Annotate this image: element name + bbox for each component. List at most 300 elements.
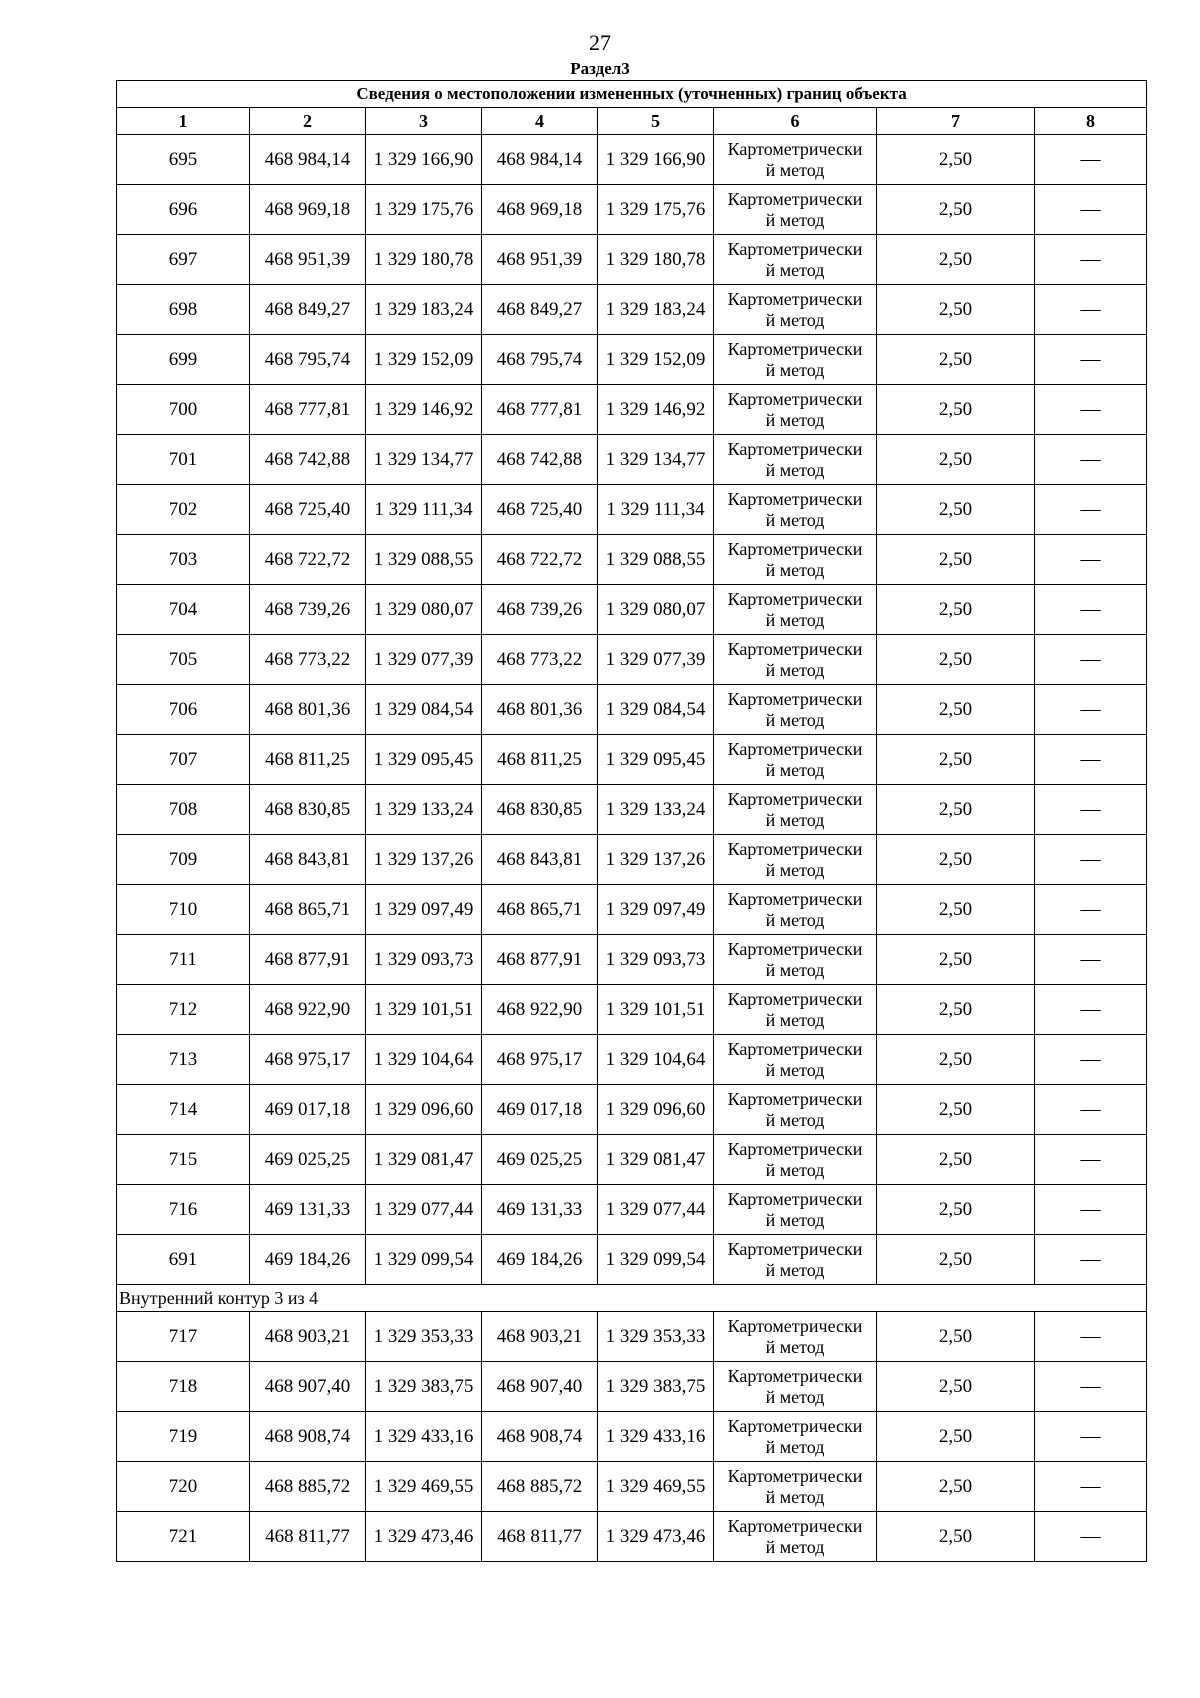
- cell-cell-y: 1 329 097,49: [366, 885, 482, 935]
- cell-cell-x: 468 722,72: [250, 535, 366, 585]
- cell-cell-x: 468 975,17: [482, 1035, 598, 1085]
- cell-dash: —: [1035, 1085, 1147, 1135]
- cell-cell-x: 468 811,77: [250, 1512, 366, 1562]
- column-number: 5: [598, 108, 714, 135]
- table-row: [117, 385, 1147, 435]
- cell-cell-y: 1 329 383,75: [366, 1362, 482, 1412]
- cell-method: [714, 385, 877, 435]
- cell-method: [714, 1512, 877, 1562]
- cell-cell-x: 468 830,85: [250, 785, 366, 835]
- cell-cell-x: 468 984,14: [482, 135, 598, 185]
- method-line-2: й метод: [765, 809, 825, 830]
- cell-cell-x: 468 722,72: [482, 535, 598, 585]
- cell-cell-x: 469 025,25: [250, 1135, 366, 1185]
- table-row: [117, 1362, 1147, 1412]
- cell-accuracy: 2,50: [877, 1462, 1035, 1512]
- cell-dash: —: [1035, 185, 1147, 235]
- cell-cell-x: 468 742,88: [250, 435, 366, 485]
- cell-method: [714, 185, 877, 235]
- cell-point-number: 706: [117, 685, 250, 735]
- table-row: [117, 1085, 1147, 1135]
- cell-cell-y: 1 329 093,73: [598, 935, 714, 985]
- cell-cell-x: 469 184,26: [482, 1235, 598, 1285]
- cell-cell-y: 1 329 469,55: [598, 1462, 714, 1512]
- cell-method: [714, 835, 877, 885]
- table-row: [117, 1462, 1147, 1512]
- cell-cell-y: 1 329 433,16: [366, 1412, 482, 1462]
- cell-accuracy: 2,50: [877, 1362, 1035, 1412]
- cell-cell-y: 1 329 104,64: [598, 1035, 714, 1085]
- cell-cell-x: 468 865,71: [482, 885, 598, 935]
- cell-point-number: 718: [117, 1362, 250, 1412]
- method-line-2: й метод: [765, 559, 825, 580]
- cell-point-number: 691: [117, 1235, 250, 1285]
- cell-cell-x: 468 739,26: [482, 585, 598, 635]
- column-number: 7: [877, 108, 1035, 135]
- cell-cell-x: 468 885,72: [250, 1462, 366, 1512]
- cell-dash: —: [1035, 935, 1147, 985]
- method-line-1: Картометрически: [727, 588, 863, 609]
- cell-cell-y: 1 329 180,78: [366, 235, 482, 285]
- cell-cell-y: 1 329 081,47: [366, 1135, 482, 1185]
- cell-method: [714, 935, 877, 985]
- method-line-1: Картометрически: [727, 238, 863, 259]
- cell-accuracy: 2,50: [877, 1035, 1035, 1085]
- cell-cell-x: 468 951,39: [250, 235, 366, 285]
- cell-cell-y: 1 329 101,51: [366, 985, 482, 1035]
- cell-accuracy: 2,50: [877, 1185, 1035, 1235]
- table-row: [117, 485, 1147, 535]
- cell-method: [714, 635, 877, 685]
- cell-method: [714, 235, 877, 285]
- cell-cell-y: 1 329 084,54: [598, 685, 714, 735]
- table-row: [117, 835, 1147, 885]
- method-line-1: Картометрически: [727, 1365, 863, 1386]
- table-row: [117, 685, 1147, 735]
- method-line-1: Картометрически: [727, 288, 863, 309]
- cell-cell-y: 1 329 104,64: [366, 1035, 482, 1085]
- method-line-1: Картометрически: [727, 838, 863, 859]
- cell-accuracy: 2,50: [877, 635, 1035, 685]
- cell-point-number: 704: [117, 585, 250, 635]
- method-line-2: й метод: [765, 659, 825, 680]
- cell-point-number: 701: [117, 435, 250, 485]
- cell-point-number: 708: [117, 785, 250, 835]
- cell-point-number: 709: [117, 835, 250, 885]
- cell-point-number: 697: [117, 235, 250, 285]
- cell-method: [714, 685, 877, 735]
- cell-cell-x: 468 908,74: [250, 1412, 366, 1462]
- method-line-1: Картометрически: [727, 788, 863, 809]
- cell-dash: —: [1035, 135, 1147, 185]
- cell-method: [714, 135, 877, 185]
- method-line-1: Картометрически: [727, 138, 863, 159]
- cell-cell-x: 469 184,26: [250, 1235, 366, 1285]
- cell-cell-y: 1 329 183,24: [598, 285, 714, 335]
- cell-point-number: 721: [117, 1512, 250, 1562]
- cell-cell-y: 1 329 152,09: [598, 335, 714, 385]
- method-line-2: й метод: [765, 1059, 825, 1080]
- column-number: 4: [482, 108, 598, 135]
- cell-cell-y: 1 329 134,77: [366, 435, 482, 485]
- cell-cell-x: 468 773,22: [482, 635, 598, 685]
- cell-cell-x: 468 843,81: [250, 835, 366, 885]
- cell-cell-x: 468 907,40: [250, 1362, 366, 1412]
- method-line-2: й метод: [765, 859, 825, 880]
- cell-cell-y: 1 329 146,92: [366, 385, 482, 435]
- table-row: [117, 1135, 1147, 1185]
- cell-accuracy: 2,50: [877, 585, 1035, 635]
- cell-accuracy: 2,50: [877, 285, 1035, 335]
- cell-method: [714, 985, 877, 1035]
- cell-cell-y: 1 329 473,46: [598, 1512, 714, 1562]
- cell-accuracy: 2,50: [877, 435, 1035, 485]
- cell-cell-y: 1 329 146,92: [598, 385, 714, 435]
- method-line-2: й метод: [765, 1259, 825, 1280]
- cell-cell-x: 468 969,18: [482, 185, 598, 235]
- cell-cell-y: 1 329 097,49: [598, 885, 714, 935]
- cell-method: [714, 1035, 877, 1085]
- method-line-1: Картометрически: [727, 388, 863, 409]
- cell-cell-y: 1 329 077,44: [598, 1185, 714, 1235]
- table-row: [117, 185, 1147, 235]
- cell-accuracy: 2,50: [877, 1235, 1035, 1285]
- cell-method: [714, 1462, 877, 1512]
- cell-accuracy: 2,50: [877, 1512, 1035, 1562]
- table-row: [117, 335, 1147, 385]
- cell-accuracy: 2,50: [877, 835, 1035, 885]
- cell-cell-y: 1 329 166,90: [598, 135, 714, 185]
- cell-cell-y: 1 329 080,07: [598, 585, 714, 635]
- cell-point-number: 705: [117, 635, 250, 685]
- cell-accuracy: 2,50: [877, 1135, 1035, 1185]
- method-line-1: Картометрически: [727, 938, 863, 959]
- method-line-1: Картометрически: [727, 988, 863, 1009]
- method-line-1: Картометрически: [727, 1188, 863, 1209]
- cell-dash: —: [1035, 535, 1147, 585]
- cell-accuracy: 2,50: [877, 235, 1035, 285]
- method-line-2: й метод: [765, 909, 825, 930]
- cell-cell-y: 1 329 096,60: [366, 1085, 482, 1135]
- cell-cell-x: 468 907,40: [482, 1362, 598, 1412]
- column-number-row: [117, 108, 1147, 135]
- cell-dash: —: [1035, 1235, 1147, 1285]
- cell-method: [714, 435, 877, 485]
- cell-cell-x: 468 877,91: [250, 935, 366, 985]
- cell-accuracy: 2,50: [877, 535, 1035, 585]
- cell-cell-x: 468 777,81: [250, 385, 366, 435]
- cell-cell-x: 468 969,18: [250, 185, 366, 235]
- method-line-2: й метод: [765, 1436, 825, 1457]
- method-line-2: й метод: [765, 709, 825, 730]
- cell-dash: —: [1035, 285, 1147, 335]
- cell-cell-x: 469 025,25: [482, 1135, 598, 1185]
- cell-point-number: 702: [117, 485, 250, 535]
- cell-cell-x: 468 830,85: [482, 785, 598, 835]
- cell-accuracy: 2,50: [877, 185, 1035, 235]
- method-line-1: Картометрически: [727, 1088, 863, 1109]
- method-line-2: й метод: [765, 1209, 825, 1230]
- cell-accuracy: 2,50: [877, 1312, 1035, 1362]
- table-row: [117, 935, 1147, 985]
- method-line-2: й метод: [765, 1336, 825, 1357]
- cell-cell-y: 1 329 088,55: [598, 535, 714, 585]
- cell-cell-y: 1 329 473,46: [366, 1512, 482, 1562]
- table-row: [117, 1235, 1147, 1285]
- cell-cell-x: 468 725,40: [482, 485, 598, 535]
- boundary-coordinates-table: [116, 80, 1147, 1562]
- cell-point-number: 695: [117, 135, 250, 185]
- table-row: [117, 635, 1147, 685]
- method-line-2: й метод: [765, 1009, 825, 1030]
- cell-point-number: 711: [117, 935, 250, 985]
- cell-cell-y: 1 329 077,39: [366, 635, 482, 685]
- cell-cell-x: 468 811,25: [250, 735, 366, 785]
- cell-cell-x: 468 975,17: [250, 1035, 366, 1085]
- column-number: 6: [714, 108, 877, 135]
- cell-dash: —: [1035, 485, 1147, 535]
- method-line-2: й метод: [765, 509, 825, 530]
- method-line-2: й метод: [765, 309, 825, 330]
- cell-cell-x: 468 795,74: [482, 335, 598, 385]
- method-line-2: й метод: [765, 359, 825, 380]
- cell-cell-x: 468 922,90: [482, 985, 598, 1035]
- method-line-2: й метод: [765, 409, 825, 430]
- cell-accuracy: 2,50: [877, 785, 1035, 835]
- method-line-1: Картометрически: [727, 1038, 863, 1059]
- cell-cell-y: 1 329 180,78: [598, 235, 714, 285]
- cell-dash: —: [1035, 1035, 1147, 1085]
- table-row: [117, 785, 1147, 835]
- cell-method: [714, 1135, 877, 1185]
- method-line-2: й метод: [765, 459, 825, 480]
- method-line-2: й метод: [765, 759, 825, 780]
- cell-cell-x: 468 951,39: [482, 235, 598, 285]
- method-line-2: й метод: [765, 1109, 825, 1130]
- cell-cell-x: 468 903,21: [482, 1312, 598, 1362]
- cell-cell-y: 1 329 101,51: [598, 985, 714, 1035]
- cell-dash: —: [1035, 435, 1147, 485]
- cell-dash: —: [1035, 685, 1147, 735]
- cell-dash: —: [1035, 1512, 1147, 1562]
- cell-method: [714, 1185, 877, 1235]
- cell-cell-x: 469 131,33: [250, 1185, 366, 1235]
- table-row: [117, 535, 1147, 585]
- table-row: [117, 1512, 1147, 1562]
- cell-method: [714, 1235, 877, 1285]
- cell-accuracy: 2,50: [877, 485, 1035, 535]
- cell-accuracy: 2,50: [877, 735, 1035, 785]
- cell-dash: —: [1035, 885, 1147, 935]
- column-number: 2: [250, 108, 366, 135]
- cell-cell-x: 468 801,36: [482, 685, 598, 735]
- cell-cell-y: 1 329 095,45: [366, 735, 482, 785]
- cell-point-number: 696: [117, 185, 250, 235]
- cell-cell-y: 1 329 353,33: [598, 1312, 714, 1362]
- cell-dash: —: [1035, 635, 1147, 685]
- cell-accuracy: 2,50: [877, 885, 1035, 935]
- cell-cell-y: 1 329 166,90: [366, 135, 482, 185]
- cell-dash: —: [1035, 585, 1147, 635]
- cell-accuracy: 2,50: [877, 135, 1035, 185]
- cell-dash: —: [1035, 985, 1147, 1035]
- method-line-1: Картометрически: [727, 1515, 863, 1536]
- table-row: [117, 735, 1147, 785]
- cell-cell-x: 468 773,22: [250, 635, 366, 685]
- cell-point-number: 707: [117, 735, 250, 785]
- table-row: [117, 1035, 1147, 1085]
- cell-point-number: 703: [117, 535, 250, 585]
- cell-point-number: 713: [117, 1035, 250, 1085]
- cell-cell-y: 1 329 175,76: [598, 185, 714, 235]
- cell-dash: —: [1035, 1135, 1147, 1185]
- column-number: 3: [366, 108, 482, 135]
- table-row: [117, 1312, 1147, 1362]
- cell-dash: —: [1035, 1362, 1147, 1412]
- cell-cell-y: 1 329 099,54: [598, 1235, 714, 1285]
- cell-cell-y: 1 329 133,24: [598, 785, 714, 835]
- contour-label: Внутренний контур 3 из 4: [117, 1285, 1147, 1312]
- cell-method: [714, 585, 877, 635]
- table-row: [117, 585, 1147, 635]
- cell-accuracy: 2,50: [877, 935, 1035, 985]
- table-row: [117, 435, 1147, 485]
- table-caption: Сведения о местоположении измененных (уточненных) границ объекта: [117, 81, 1147, 108]
- section-label: Раздел3: [570, 59, 630, 78]
- cell-cell-y: 1 329 137,26: [366, 835, 482, 885]
- method-line-1: Картометрически: [727, 488, 863, 509]
- method-line-2: й метод: [765, 159, 825, 180]
- cell-cell-x: 468 811,77: [482, 1512, 598, 1562]
- cell-dash: —: [1035, 1185, 1147, 1235]
- method-line-1: Картометрически: [727, 688, 863, 709]
- cell-cell-x: 468 849,27: [482, 285, 598, 335]
- cell-cell-y: 1 329 077,44: [366, 1185, 482, 1235]
- table-row: [117, 285, 1147, 335]
- method-line-1: Картометрически: [727, 1238, 863, 1259]
- method-line-1: Картометрически: [727, 1415, 863, 1436]
- cell-cell-x: 468 742,88: [482, 435, 598, 485]
- cell-point-number: 700: [117, 385, 250, 435]
- cell-method: [714, 1412, 877, 1462]
- cell-cell-y: 1 329 093,73: [366, 935, 482, 985]
- method-line-1: Картометрически: [727, 638, 863, 659]
- cell-point-number: 712: [117, 985, 250, 1035]
- cell-cell-x: 468 908,74: [482, 1412, 598, 1462]
- cell-cell-y: 1 329 099,54: [366, 1235, 482, 1285]
- contour-label-row: [117, 1285, 1147, 1312]
- cell-cell-y: 1 329 133,24: [366, 785, 482, 835]
- method-line-2: й метод: [765, 609, 825, 630]
- method-line-1: Картометрически: [727, 1138, 863, 1159]
- cell-accuracy: 2,50: [877, 335, 1035, 385]
- cell-method: [714, 285, 877, 335]
- cell-cell-y: 1 329 080,07: [366, 585, 482, 635]
- cell-cell-y: 1 329 383,75: [598, 1362, 714, 1412]
- cell-cell-y: 1 329 077,39: [598, 635, 714, 685]
- column-number: 8: [1035, 108, 1147, 135]
- cell-method: [714, 1362, 877, 1412]
- cell-cell-y: 1 329 111,34: [598, 485, 714, 535]
- cell-cell-y: 1 329 111,34: [366, 485, 482, 535]
- cell-cell-y: 1 329 095,45: [598, 735, 714, 785]
- cell-cell-x: 468 903,21: [250, 1312, 366, 1362]
- cell-point-number: 698: [117, 285, 250, 335]
- cell-dash: —: [1035, 1462, 1147, 1512]
- cell-cell-x: 468 843,81: [482, 835, 598, 885]
- cell-cell-y: 1 329 469,55: [366, 1462, 482, 1512]
- cell-cell-y: 1 329 137,26: [598, 835, 714, 885]
- page-number: 27: [589, 30, 611, 55]
- method-line-1: Картометрически: [727, 738, 863, 759]
- method-line-2: й метод: [765, 1486, 825, 1507]
- cell-cell-x: 468 801,36: [250, 685, 366, 735]
- cell-cell-x: 468 811,25: [482, 735, 598, 785]
- cell-dash: —: [1035, 735, 1147, 785]
- cell-accuracy: 2,50: [877, 385, 1035, 435]
- cell-cell-y: 1 329 134,77: [598, 435, 714, 485]
- cell-cell-y: 1 329 081,47: [598, 1135, 714, 1185]
- table-row: [117, 985, 1147, 1035]
- cell-point-number: 716: [117, 1185, 250, 1235]
- cell-dash: —: [1035, 1312, 1147, 1362]
- method-line-2: й метод: [765, 259, 825, 280]
- method-line-1: Картометрически: [727, 188, 863, 209]
- cell-method: [714, 735, 877, 785]
- cell-point-number: 720: [117, 1462, 250, 1512]
- method-line-2: й метод: [765, 209, 825, 230]
- cell-dash: —: [1035, 1412, 1147, 1462]
- cell-cell-y: 1 329 096,60: [598, 1085, 714, 1135]
- cell-point-number: 719: [117, 1412, 250, 1462]
- cell-cell-x: 468 885,72: [482, 1462, 598, 1512]
- cell-accuracy: 2,50: [877, 1412, 1035, 1462]
- cell-cell-x: 468 877,91: [482, 935, 598, 985]
- cell-point-number: 710: [117, 885, 250, 935]
- cell-method: [714, 1312, 877, 1362]
- cell-dash: —: [1035, 235, 1147, 285]
- cell-cell-x: 468 725,40: [250, 485, 366, 535]
- method-line-2: й метод: [765, 1536, 825, 1557]
- cell-point-number: 699: [117, 335, 250, 385]
- cell-dash: —: [1035, 835, 1147, 885]
- cell-accuracy: 2,50: [877, 985, 1035, 1035]
- cell-cell-y: 1 329 433,16: [598, 1412, 714, 1462]
- cell-method: [714, 485, 877, 535]
- cell-cell-y: 1 329 175,76: [366, 185, 482, 235]
- cell-dash: —: [1035, 385, 1147, 435]
- method-line-1: Картометрически: [727, 1315, 863, 1336]
- cell-cell-x: 468 777,81: [482, 385, 598, 435]
- cell-cell-x: 469 017,18: [250, 1085, 366, 1135]
- cell-method: [714, 885, 877, 935]
- table-row: [117, 135, 1147, 185]
- cell-dash: —: [1035, 785, 1147, 835]
- cell-cell-x: 468 922,90: [250, 985, 366, 1035]
- method-line-1: Картометрически: [727, 338, 863, 359]
- table-row: [117, 1185, 1147, 1235]
- method-line-1: Картометрически: [727, 438, 863, 459]
- cell-cell-x: 469 131,33: [482, 1185, 598, 1235]
- cell-cell-y: 1 329 088,55: [366, 535, 482, 585]
- cell-point-number: 717: [117, 1312, 250, 1362]
- cell-cell-x: 468 984,14: [250, 135, 366, 185]
- method-line-1: Картометрически: [727, 538, 863, 559]
- cell-point-number: 714: [117, 1085, 250, 1135]
- cell-method: [714, 1085, 877, 1135]
- cell-cell-x: 468 739,26: [250, 585, 366, 635]
- cell-cell-x: 469 017,18: [482, 1085, 598, 1135]
